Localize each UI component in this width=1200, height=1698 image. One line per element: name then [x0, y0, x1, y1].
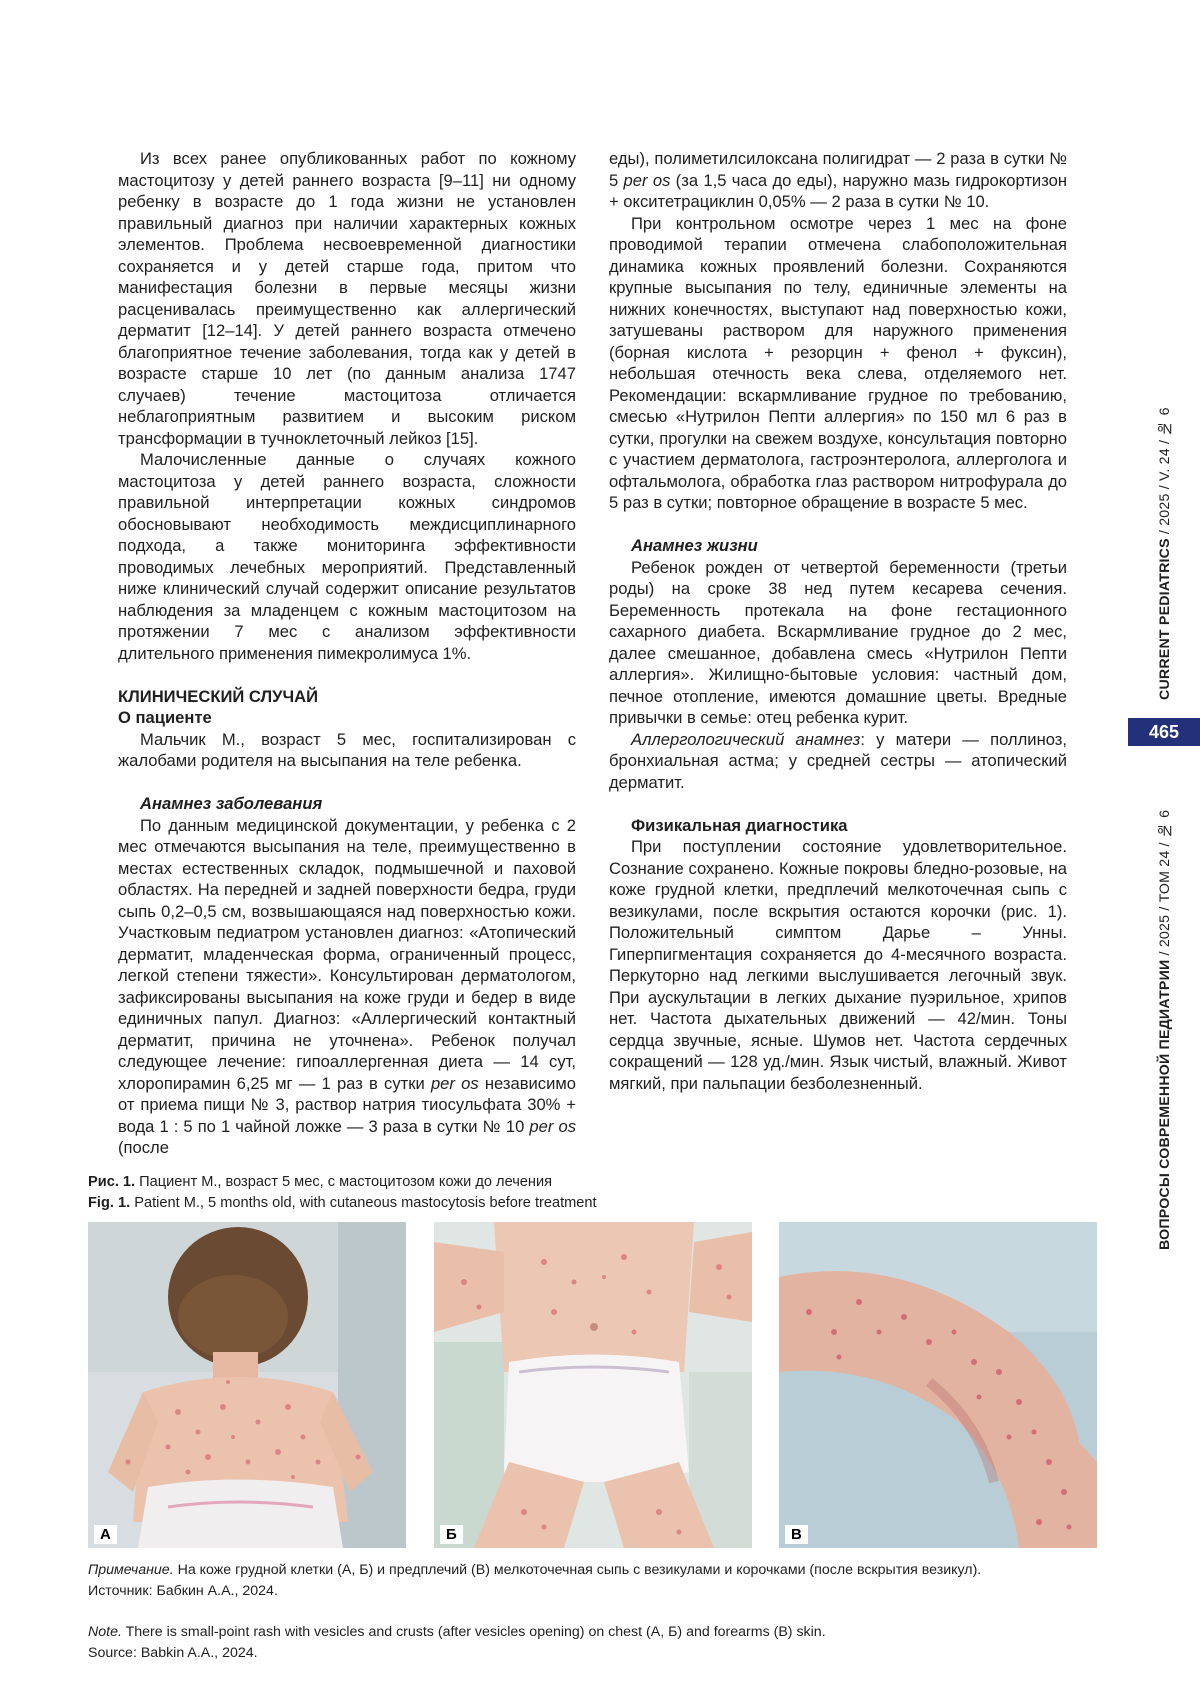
note-en: Note. There is small-point rash with vesicles and crusts (after vesicles opening) on chest (А, Б) and forearms (В) skin.: [88, 1624, 826, 1640]
right-column: [609, 148, 1067, 1094]
caption-en: Fig. 1. Patient M., 5 months old, with cutaneous mastocytosis before treatment: [88, 1195, 597, 1211]
control-exam-text: При контрольном осмотре через 1 мес на фоне проводимой терапии отмечена слабоположительная динамика кожных проявлений болезни. Сохраняются крупные высыпания по телу, единичные элементы на нижних конечностях, выступают над поверхностью кожи, затушеваны раствором для наружного применения (борная кислота + резорцин + фенол + фуксин), небольшая отечность века слева, отделяемого нет. Рекомендации: вскармливание грудное по требованию, смесью «Нутрилон Пепти аллергия» по 150 мл 6 раз в сутки, прогулки на свежем воздухе, консультация повторно с участием дерматолога, гастроэнтеролога, аллерголога и офтальмолога, обработка глаз раствором нитрофурала до 5 раз в сутки; повторное обращение в возрасте 5 мес.: [609, 213, 1067, 512]
note-ru: Примечание. На коже грудной клетки (А, Б) и предплечий (В) мелкоточечная сыпь с везикулами и корочками (после вскрытия везикул).: [88, 1562, 982, 1578]
paragraph-rationale: Малочисленные данные о случаях кожного мастоцитоза у детей раннего возраста, сложности правильной интерпретации кожных синдромов обосновывают необходимость междисциплинарного подхода, а также мониторинга эффективности проводимых лечебных мероприятий. Представленный ниже клинический случай содержит описание результатов наблюдения за младенцем с кожным мастоцитозом на протяжении 7 мес с анализом эффективности длительного применения пимекролимуса 1%.: [118, 450, 576, 663]
journal-banner-en: CURRENT PEDIATRICS / 2025 / V. 24 / № 6: [1157, 407, 1173, 700]
panel-label-c: В: [785, 1525, 808, 1544]
patient-heading: О пациенте: [118, 708, 212, 727]
physical-exam-text: При поступлении состояние удовлетворительное. Сознание сохранено. Кожные покровы бледно-розовые, на коже грудной клетки, предплечий мелкоточечная сыпь с везикулами, после вскрытия остаются корочки (рис. 1). Положительный симптом Дарье – Унны. Гиперпигментация сохраняется до 4-месячного возраста. Перкуторно над легкими выслушивается легочный звук. При аускультации в легких дыхание пуэрильное, хрипов нет. Частота дыхательных движений — 42/мин. Тоны сердца звучные, ясные. Шумов нет. Частота сердечных сокращений — 128 уд./мин. Язык чистый, влажный. Живот мягкий, при пальпации безболезненный.: [609, 837, 1067, 1093]
paragraph-intro: Из всех ранее опубликованных работ по кожному мастоцитозу у детей раннего возраста [9–11] ни одному ребенку в возрасте до 1 года жизни не установлен правильный диагноз при наличии характерных кожных элементов. Проблема несвоевременной диагностики сохраняется и у детей старше года, притом что манифестация болезни в первые месяцы жизни расценивалась преимущественно как аллергический дерматит [12–14]. У детей раннего возраста отмечено благоприятное течение заболевания, тогда как у детей в возрасте старше 10 лет (по данным анализа 1747 случаев) течение мастоцитоза отличается неблагоприятным развитием и высоким риском трансформации в тучноклеточный лейкоз [15].: [118, 149, 576, 448]
allergy-history-text: Аллергологический анамнез: у матери — поллиноз, бронхиальная астма; у средней сестры — атопический дерматит.: [609, 729, 1067, 792]
photo-forearm-image: [779, 1222, 1097, 1548]
disease-history-text: По данным медицинской документации, у ребенка с 2 мес отмечаются высыпания на теле, преимущественно в местах естественных складок, подмышечной и паховой областях. На передней и задней поверхности бедра, груди сыпь 0,2–0,5 см, возвышающаяся над поверхностью кожи. Участковым педиатром установлен диагноз: «Атопический дерматит, младенческая форма, ограниченный процесс, легкой степени тяжести». Консультирован дерматологом, зафиксированы высыпания на коже груди и бедер в виде единичных папул. Диагноз: «Аллергический контактный дерматит, причина не уточнена». Ребенок получал следующее лечение: гипоаллергенная диета — 14 сут, хлоропирамин 6,25 мг — 1 раз в сутки per os независимо от приема пищи № 3, раствор натрия тиосульфата 30% + вода 1 : 5 по 1 чайной ложке — 3 раза в сутки № 10 per os (после: [118, 815, 576, 1157]
photo-forearm: [779, 1222, 1097, 1548]
patient-text: Мальчик М., возраст 5 мес, госпитализирован с жалобами родителя на высыпания на теле ребенка.: [118, 729, 576, 770]
source-ru: Источник: Бабкин А.А., 2024.: [88, 1583, 278, 1599]
life-history-heading: Анамнез жизни: [631, 536, 758, 555]
left-column: [118, 148, 576, 1159]
physical-exam-heading: Физикальная диагностика: [631, 815, 848, 835]
panel-label-a: А: [94, 1525, 117, 1544]
panel-label-b: Б: [440, 1525, 463, 1544]
caption-ru: Рис. 1. Пациент М., возраст 5 мес, с мастоцитозом кожи до лечения: [88, 1174, 553, 1190]
page-number: 465: [1128, 718, 1200, 746]
source-en: Source: Babkin A.A., 2024.: [88, 1645, 258, 1661]
disease-history-heading: Анамнез заболевания: [140, 794, 323, 813]
life-history-text: Ребенок рожден от четвертой беременности (третьи роды) на сроке 38 нед путем кесарева сечения. Беременность протекала на фоне гестационного сахарного диабета. Вскармливание грудное до 2 мес, далее смешанное, добавлена смесь «Нутрилон Пепти аллергия». Жилищно-бытовые условия: частный дом, печное отопление, имеются домашние цветы. Вредные привычки в семье: отец ребенка курит.: [609, 557, 1067, 727]
photo-back: [88, 1222, 406, 1548]
journal-banner-ru: ВОПРОСЫ СОВРЕМЕННОЙ ПЕДИАТРИИ / 2025 / ТОМ 24 / № 6: [1157, 809, 1173, 1250]
photo-chest-image: [434, 1222, 752, 1548]
photo-back-image: [88, 1222, 406, 1548]
section-heading: КЛИНИЧЕСКИЙ СЛУЧАЙ: [118, 686, 319, 706]
figure-note: [88, 1560, 1108, 1664]
treatment-continuation: еды), полиметилсилоксана полигидрат — 2 раза в сутки № 5 per os (за 1,5 часа до еды), наружно мазь гидрокортизон + окситетрациклин 0,05% — 2 раза в сутки № 10.: [609, 149, 1068, 211]
figure-caption: [88, 1172, 1088, 1214]
photo-chest: [434, 1222, 752, 1548]
